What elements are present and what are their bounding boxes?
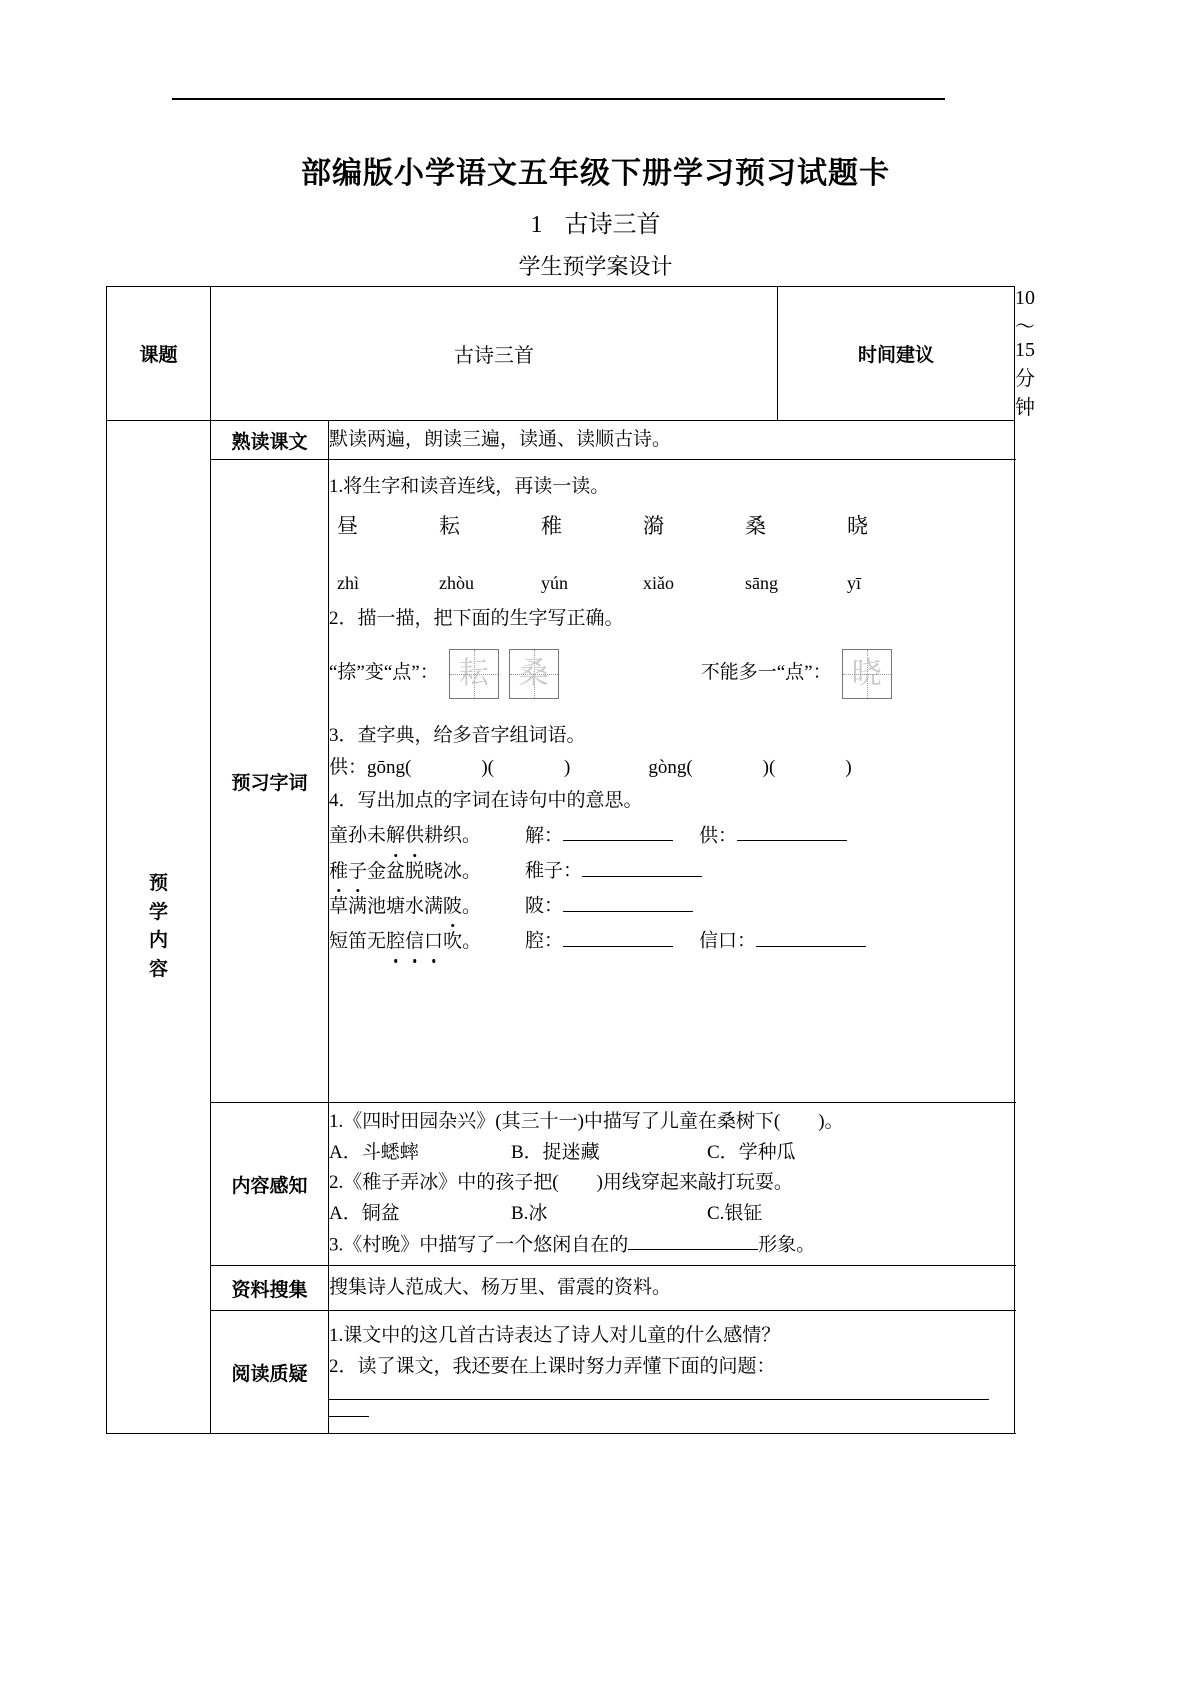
meaning-term-1b: 供： bbox=[699, 825, 738, 847]
table-row-questioning bbox=[107, 1311, 1015, 1434]
comprehension-q3-after: 形象。 bbox=[758, 1234, 816, 1256]
table-row-header: 课题 古诗三首 时间建议 10～15 分钟 bbox=[107, 287, 1015, 421]
meaning-row-3 bbox=[329, 891, 1014, 922]
option-q1-b[interactable]: B．捉迷藏 bbox=[511, 1141, 600, 1163]
polyphone-exercise: 供：gōng( )( ) gòng( )( ) bbox=[329, 757, 852, 779]
worksheet-table bbox=[106, 286, 1035, 1434]
option-q2-c[interactable]: C.银钲 bbox=[707, 1203, 763, 1225]
questioning-line1: 1.课文中的这几首古诗表达了诗人对儿童的什么感情？ bbox=[329, 1325, 781, 1346]
meaning-row-1 bbox=[329, 821, 1014, 852]
character-5: 晓 bbox=[847, 513, 868, 538]
read-aloud-text: 默读两遍，朗读三遍，读通、读顺古诗。 bbox=[329, 421, 1015, 460]
vocab-pinyin-list bbox=[329, 569, 1014, 598]
subtitle: 学生预学案设计 bbox=[518, 254, 673, 279]
research-text: 搜集诗人范成大、杨万里、雷震的资料。 bbox=[329, 1266, 1015, 1311]
pinyin-1: zhòu bbox=[439, 572, 474, 593]
section-label-research: 资料搜集 bbox=[211, 1266, 329, 1311]
lesson-number: 1 bbox=[530, 212, 543, 238]
table-row-read-aloud bbox=[107, 421, 1015, 460]
comprehension-q2: 2.《稚子弄冰》中的孩子把( )用线穿起来敲打玩耍。 bbox=[329, 1172, 793, 1194]
polyphone-reading-2: gòng bbox=[648, 757, 687, 779]
header-rule bbox=[172, 98, 945, 100]
section-label-vocab: 预习字词 bbox=[211, 460, 329, 1103]
polyphone-char: 供： bbox=[329, 757, 368, 779]
poem-line-3: 草满池塘水满陂。 bbox=[329, 892, 525, 923]
meaning-blank-1b[interactable] bbox=[737, 821, 847, 841]
character-4: 桑 bbox=[745, 513, 766, 538]
pinyin-4: sāng bbox=[745, 572, 778, 593]
topic-label: 课题 bbox=[107, 287, 211, 421]
meaning-term-4b: 信口： bbox=[699, 930, 757, 952]
poem-line-2: 稚子金盆脱晓冰。 bbox=[329, 857, 525, 888]
option-q1-c[interactable]: C．学种瓜 bbox=[707, 1141, 796, 1163]
meaning-blank-2a[interactable] bbox=[582, 856, 702, 876]
trace-right-label: 不能多一“点”： bbox=[700, 662, 832, 684]
meaning-blank-4b[interactable] bbox=[756, 926, 866, 946]
meaning-blank-3a[interactable] bbox=[563, 891, 693, 911]
table-row-comprehension bbox=[107, 1103, 1015, 1266]
time-label: 时间建议 bbox=[778, 287, 1015, 421]
polyphone-reading-1: gōng bbox=[367, 757, 406, 779]
tracing-exercise bbox=[329, 649, 1014, 699]
meaning-blank-1a[interactable] bbox=[563, 821, 673, 841]
answer-rule-1[interactable] bbox=[329, 1399, 989, 1400]
answer-rule-2[interactable] bbox=[329, 1416, 369, 1417]
poem-line-4: 短笛无腔信口吹。 bbox=[329, 927, 525, 958]
pinyin-3: xiǎo bbox=[643, 572, 674, 593]
meaning-term-1a: 解： bbox=[525, 825, 564, 847]
vocab-character-list bbox=[329, 509, 1014, 543]
comprehension-content bbox=[329, 1103, 1015, 1266]
side-label-prestudy: 预学内容 bbox=[107, 421, 211, 1434]
comprehension-q1: 1.《四时田园杂兴》(其三十一)中描写了儿童在桑树下( )。 bbox=[329, 1110, 844, 1132]
character-1: 耘 bbox=[439, 513, 460, 538]
pinyin-5: yī bbox=[847, 572, 862, 593]
meaning-term-2a: 稚子： bbox=[525, 860, 583, 882]
lesson-heading bbox=[0, 204, 1191, 239]
table-row-research bbox=[107, 1266, 1015, 1311]
character-0: 昼 bbox=[337, 513, 358, 538]
option-q2-b[interactable]: B.冰 bbox=[511, 1203, 548, 1225]
section-label-read-aloud: 熟读课文 bbox=[211, 421, 329, 460]
questioning-line2: 2．读了课文，我还要在上课时努力弄懂下面的问题： bbox=[329, 1355, 776, 1377]
vocab-content bbox=[329, 460, 1015, 1103]
tracing-glyph-yun: 耘 bbox=[458, 656, 489, 690]
section-label-questioning: 阅读质疑 bbox=[211, 1311, 329, 1434]
page-title: 部编版小学语文五年级下册学习预习试题卡 bbox=[301, 157, 890, 190]
tracing-glyph-xiao: 晓 bbox=[851, 656, 882, 690]
vocab-item2-title: 2．描一描，把下面的生字写正确。 bbox=[329, 607, 624, 629]
character-3: 漪 bbox=[643, 513, 664, 538]
vocab-item3-title: 3．查字典，给多音字组词语。 bbox=[329, 724, 586, 746]
meaning-term-4a: 腔： bbox=[525, 930, 564, 952]
option-q1-a[interactable]: A．斗蟋蟀 bbox=[329, 1141, 419, 1163]
table-row-vocab bbox=[107, 460, 1015, 1103]
comprehension-q3-before: 3.《村晚》中描写了一个悠闲自在的 bbox=[329, 1234, 629, 1256]
character-2: 稚 bbox=[541, 513, 562, 538]
meaning-term-3a: 陂： bbox=[525, 895, 564, 917]
pinyin-0: zhì bbox=[337, 572, 359, 593]
section-label-comprehension: 内容感知 bbox=[211, 1103, 329, 1266]
option-q2-a[interactable]: A．铜盆 bbox=[329, 1203, 400, 1225]
tracing-box-sang[interactable] bbox=[509, 649, 559, 699]
meaning-blank-4a[interactable] bbox=[563, 926, 673, 946]
lesson-title: 古诗三首 bbox=[564, 212, 661, 238]
vocab-item4-title: 4．写出加点的字词在诗句中的意思。 bbox=[329, 790, 643, 812]
comprehension-q3 bbox=[329, 1230, 1014, 1261]
meaning-row-2 bbox=[329, 856, 1014, 887]
tracing-box-xiao[interactable] bbox=[842, 649, 892, 699]
comprehension-q2-options bbox=[329, 1199, 1014, 1230]
tracing-box-yun[interactable] bbox=[449, 649, 499, 699]
tracing-glyph-sang: 桑 bbox=[518, 656, 549, 690]
vocab-item1-title: 1.将生字和读音连线，再读一读。 bbox=[329, 476, 610, 497]
comprehension-q1-options bbox=[329, 1138, 1014, 1169]
pinyin-2: yún bbox=[541, 572, 568, 593]
meaning-row-4 bbox=[329, 926, 1014, 957]
topic-value: 古诗三首 bbox=[211, 287, 778, 421]
comprehension-q3-blank[interactable] bbox=[628, 1230, 758, 1250]
poem-line-1: 童孙未解供耕织。 bbox=[329, 821, 525, 852]
trace-left-label: “捺”变“点”： bbox=[329, 662, 439, 684]
questioning-content bbox=[329, 1311, 1015, 1434]
